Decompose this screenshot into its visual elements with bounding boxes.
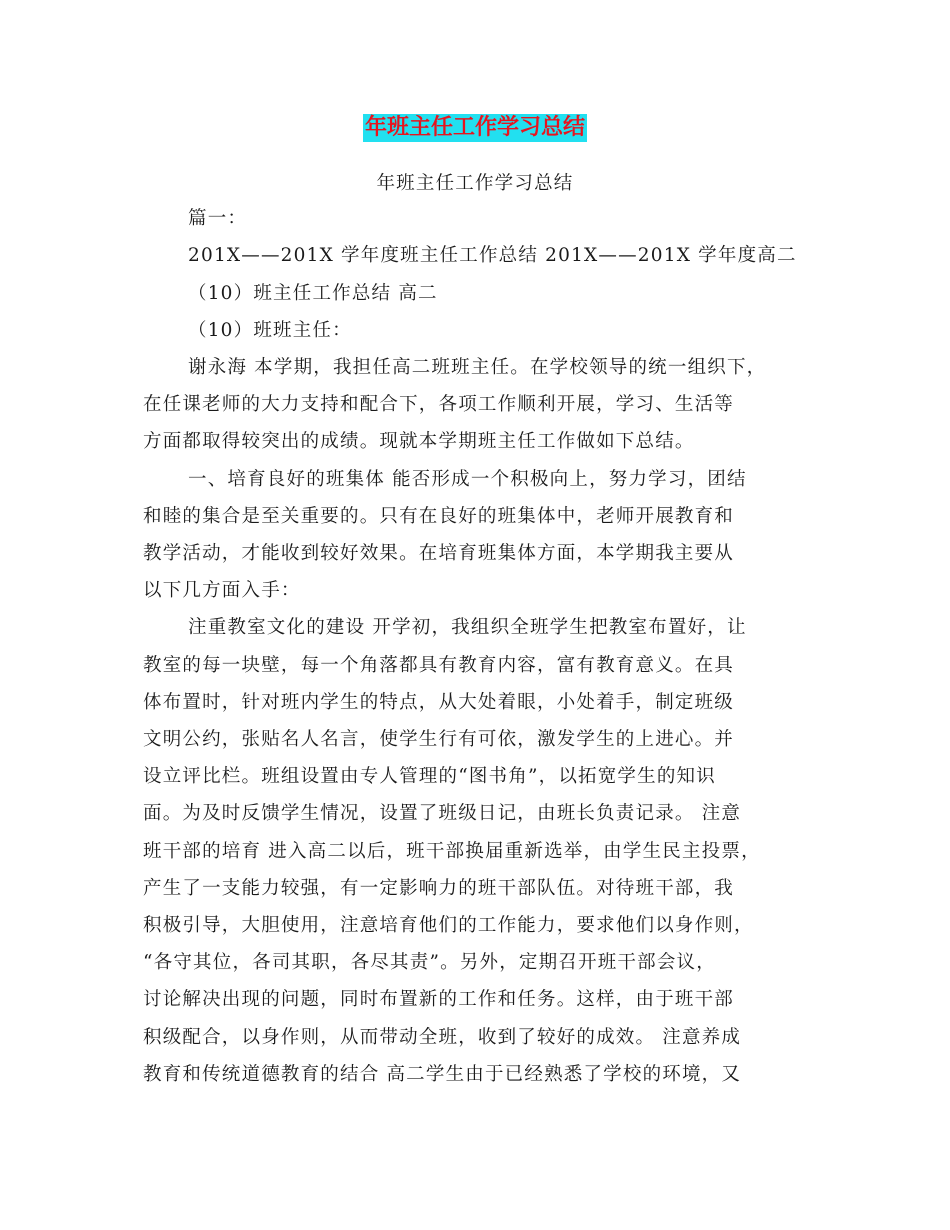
paragraph-line: 谢永海 本学期，我担任高二班班主任。在学校领导的统一组织下， xyxy=(188,357,767,378)
paragraph-line: 体布置时，针对班内学生的特点，从大处着眼，小处着手，制定班级 xyxy=(143,692,735,713)
paragraph-line: （10）班班主任： xyxy=(188,320,352,341)
paragraph-line: 教育和传统道德教育的结合 高二学生由于已经熟悉了学校的环境，又 xyxy=(143,1064,742,1085)
paragraph-line: 在任课老师的大力支持和配合下，各项工作顺利开展，学习、生活等 xyxy=(143,394,735,415)
paragraph-line: 班干部的培育 进入高二以后，班干部换届重新选举，由学生民主投票， xyxy=(143,841,761,862)
paragraph-line: 积极引导，大胆使用，注意培育他们的工作能力，要求他们以身作则， xyxy=(143,915,754,936)
main-title: 年班主任工作学习总结 xyxy=(364,115,585,140)
title-row xyxy=(0,114,950,142)
paragraph-line: 设立评比栏。班组设置由专人管理的“图书角”，以拓宽学生的知识 xyxy=(143,766,716,787)
paragraph-line: “各守其位，各司其职，各尽其责”。另外，定期召开班干部会议， xyxy=(143,952,716,973)
paragraph-line: 注重教室文化的建设 开学初，我组织全班学生把教室布置好，让 xyxy=(188,617,747,638)
paragraph-line: 方面都取得较突出的成绩。现就本学期班主任工作做如下总结。 xyxy=(143,431,695,452)
paragraph-line: 和睦的集合是至关重要的。只有在良好的班集体中，老师开展教育和 xyxy=(143,506,735,527)
paragraph-line: 201X——201X 学年度班主任工作总结 201X——201X 学年度高二 xyxy=(188,245,797,266)
paragraph-line: 以下几方面入手： xyxy=(143,580,301,601)
paragraph-line: 篇一： xyxy=(188,208,248,229)
paragraph-line: 产生了一支能力较强，有一定影响力的班干部队伍。对待班干部，我 xyxy=(143,878,735,899)
paragraph-line: 教室的每一块壁，每一个角落都具有教育内容，富有教育意义。在具 xyxy=(143,655,735,676)
subtitle: 年班主任工作学习总结 xyxy=(376,173,574,194)
paragraph-line: 面。为及时反馈学生情况，设置了班级日记，由班长负责记录。 注意 xyxy=(143,803,742,824)
paragraph-line: （10）班主任工作总结 高二 xyxy=(188,283,438,304)
paragraph-line: 文明公约，张贴名人名言，使学生行有可依，激发学生的上进心。并 xyxy=(143,729,735,750)
paragraph-line: 一、培育良好的班集体 能否形成一个积极向上，努力学习，团结 xyxy=(188,469,747,490)
paragraph-line: 积级配合，以身作则，从而带动全班，收到了较好的成效。 注意养成 xyxy=(143,1027,742,1048)
paragraph-line: 教学活动，才能收到较好效果。在培育班集体方面，本学期我主要从 xyxy=(143,543,735,564)
paragraph-line: 讨论解决出现的问题，同时布置新的工作和任务。这样，由于班干部 xyxy=(143,989,735,1010)
